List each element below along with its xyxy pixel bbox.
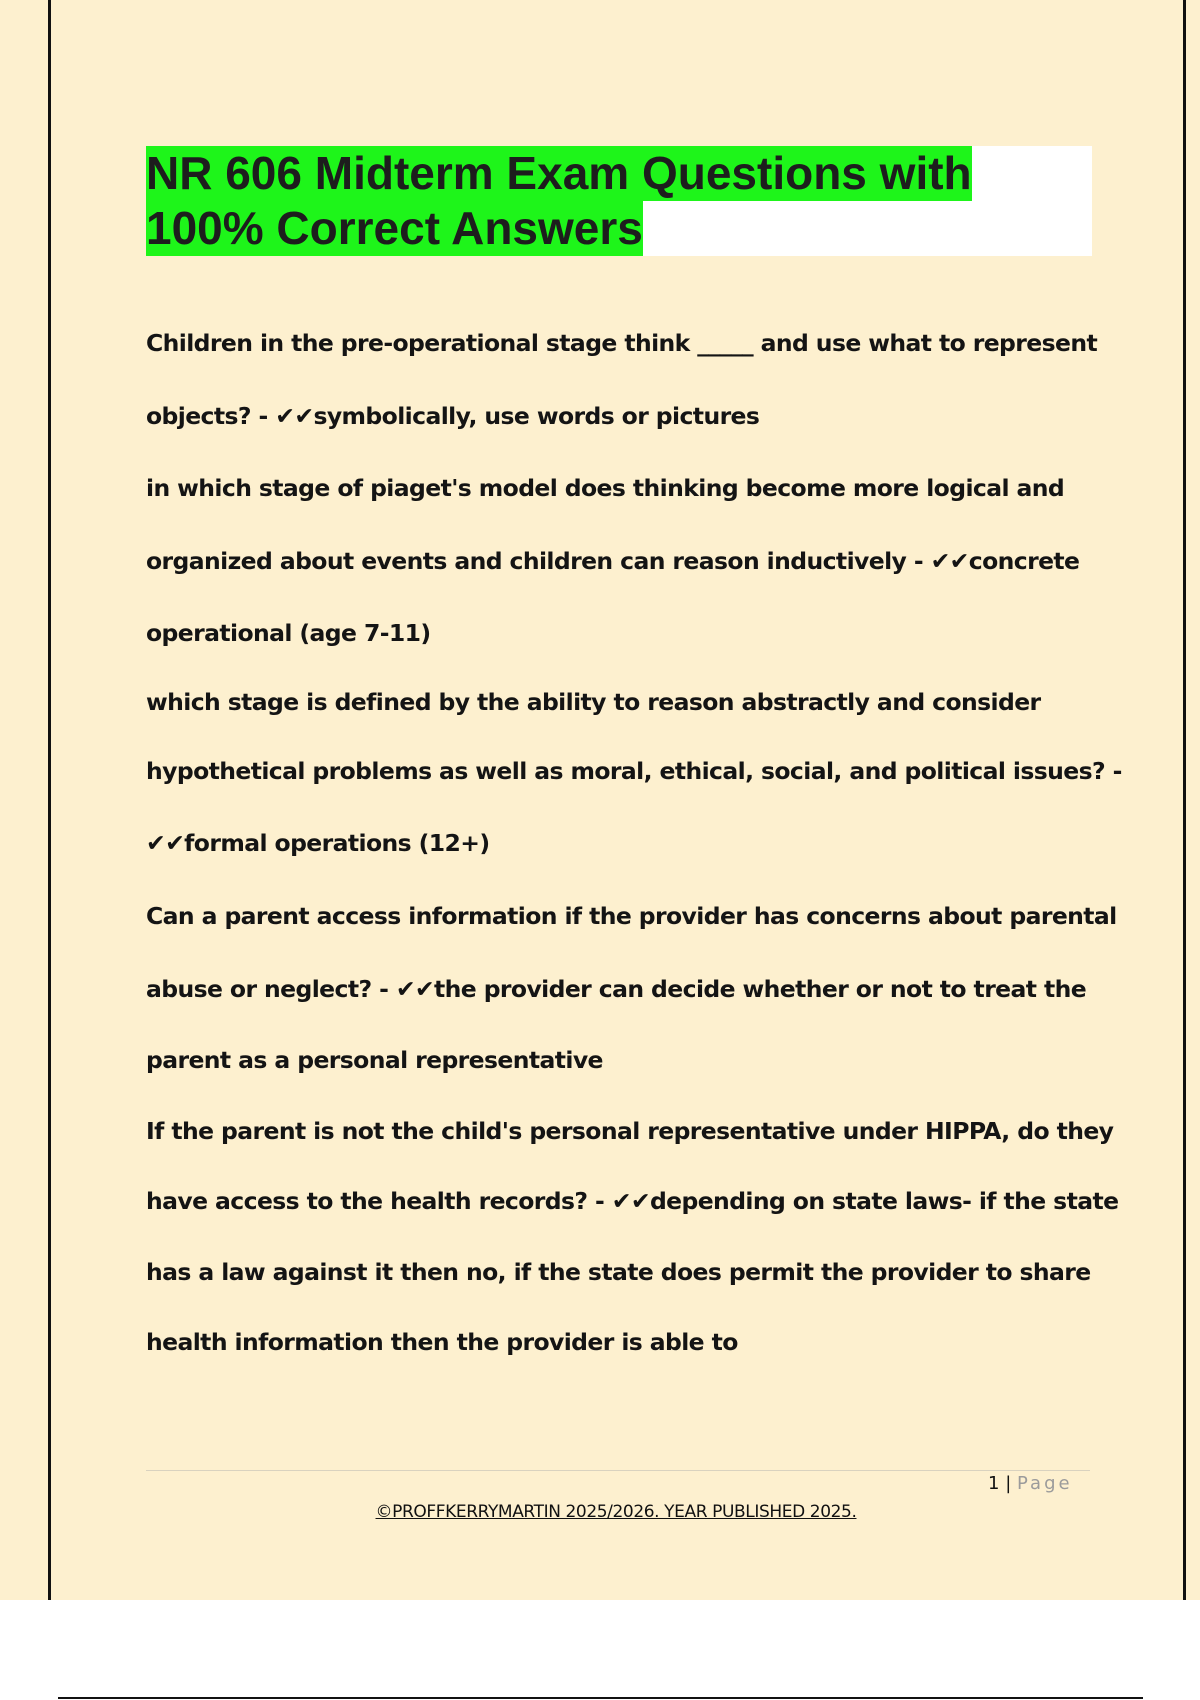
qa-line-1: Children in the pre-operational stage think _____ and use what to represent: [146, 329, 1098, 357]
bottom-divider: [58, 1697, 1143, 1699]
page-number-value: 1: [988, 1473, 1000, 1494]
qa-line-14: has a law against it then no, if the state does permit the provider to share: [146, 1258, 1091, 1286]
qa-line-6: which stage is defined by the ability to reason abstractly and consider: [146, 688, 1041, 716]
document-title: [146, 146, 1092, 256]
qa-line-13: have access to the health records? - ✔✔depending on state laws- if the state: [146, 1187, 1119, 1215]
qa-line-15: health information then the provider is able to: [146, 1328, 738, 1356]
page-number: [988, 1473, 1073, 1494]
qa-line-2: objects? - ✔✔symbolically, use words or pictures: [146, 402, 760, 430]
page-left-border: [48, 0, 51, 1600]
qa-line-9: Can a parent access information if the provider has concerns about parental: [146, 902, 1117, 930]
qa-line-11: parent as a personal representative: [146, 1046, 603, 1074]
qa-line-5: operational (age 7-11): [146, 619, 431, 647]
page-number-label: Page: [1017, 1473, 1073, 1494]
qa-line-10: abuse or neglect? - ✔✔the provider can decide whether or not to treat the: [146, 975, 1087, 1003]
page-right-border: [1183, 0, 1186, 1600]
copyright-notice: ©PROFFKERRYMARTIN 2025/2026. YEAR PUBLISHED 2025.: [375, 1502, 857, 1522]
qa-line-8: ✔✔formal operations (12+): [146, 829, 490, 857]
qa-line-3: in which stage of piaget's model does thinking become more logical and: [146, 474, 1065, 502]
qa-line-4: organized about events and children can reason inductively - ✔✔concrete: [146, 547, 1080, 575]
page-number-separator: |: [1005, 1473, 1012, 1494]
qa-line-7: hypothetical problems as well as moral, ethical, social, and political issues? -: [146, 757, 1122, 785]
title-line-2: 100% Correct Answers: [146, 202, 643, 254]
qa-line-12: If the parent is not the child's personal representative under HIPPA, do they: [146, 1117, 1114, 1145]
footer-divider: [146, 1470, 1090, 1471]
title-line-1: NR 606 Midterm Exam Questions with: [146, 147, 972, 199]
